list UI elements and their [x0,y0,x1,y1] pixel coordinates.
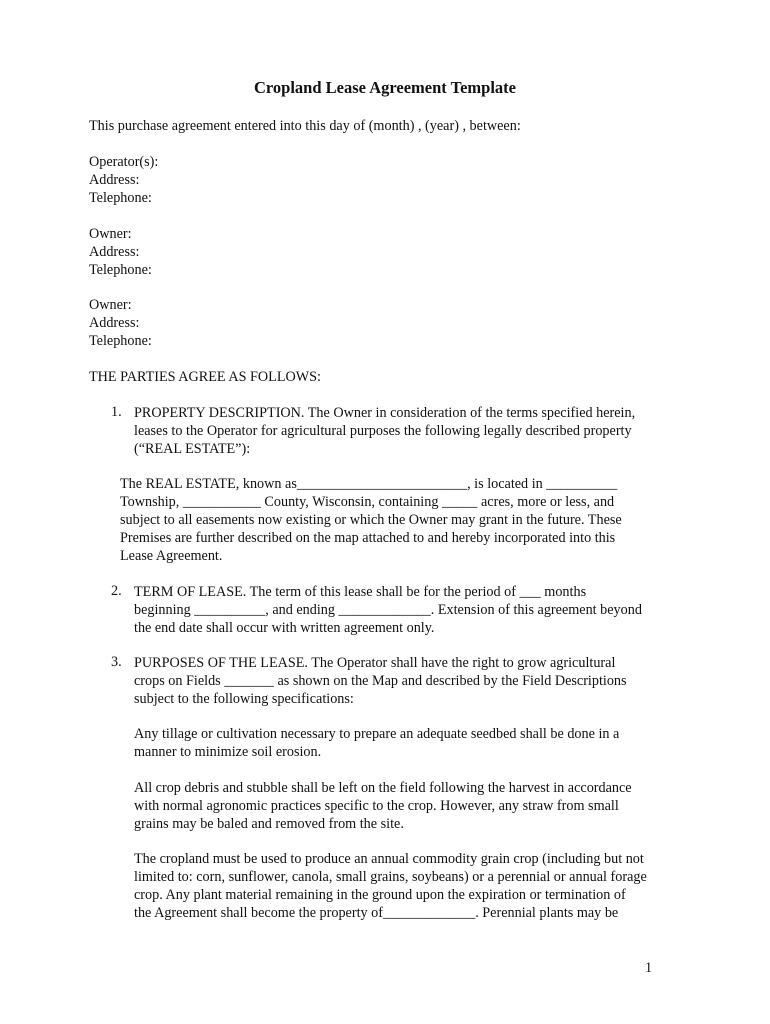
section-1-line: leases to the Operator for agricultural purposes the following legally described property [134,423,632,439]
section-1-number: 1. [111,404,122,420]
section-2-number: 2. [111,583,122,599]
operator-address-label: Address: [89,172,140,188]
section-3-paragraph-line: grains may be baled and removed from the site. [134,816,404,832]
owner1-telephone-label: Telephone: [89,262,152,278]
operator-telephone-label: Telephone: [89,190,152,206]
section-1-line: (“REAL ESTATE”): [134,441,251,457]
intro-line: This purchase agreement entered into this day of (month) , (year) , between: [89,118,521,134]
section-1-paragraph-line: subject to all easements now existing or which the Owner may grant in the future. These [120,512,622,528]
section-1-line: PROPERTY DESCRIPTION. The Owner in consideration of the terms specified herein, [134,405,636,421]
page-number: 1 [645,960,653,976]
section-1-paragraph-line: Township, ___________ County, Wisconsin, containing _____ acres, more or less, and [120,494,615,510]
section-1-paragraph-line: Premises are further described on the map attached to and hereby incorporated into this [120,530,616,546]
section-3-paragraph-line: All crop debris and stubble shall be left on the field following the harvest in accordance [134,780,632,796]
section-3-paragraph-line: with normal agronomic practices specific to the crop. However, any straw from small [134,798,619,814]
owner2-address-label: Address: [89,315,140,331]
section-3-paragraph-line: limited to: corn, sunflower, canola, small grains, soybeans) or a perennial or annual forage [134,869,647,885]
section-3-number: 3. [111,654,122,670]
owner1-label: Owner: [89,226,132,242]
section-2-line: the end date shall occur with written agreement only. [134,620,435,636]
section-2-line: TERM OF LEASE. The term of this lease shall be for the period of ___ months [134,584,587,600]
operator-label: Operator(s): [89,154,159,170]
section-1-paragraph-line: Lease Agreement. [120,548,223,564]
section-3-line: PURPOSES OF THE LEASE. The Operator shall have the right to grow agricultural [134,655,616,671]
section-3-paragraph-line: crop. Any plant material remaining in the ground upon the expiration or termination of [134,887,626,903]
owner1-address-label: Address: [89,244,140,260]
section-3-paragraph-line: Any tillage or cultivation necessary to prepare an adequate seedbed shall be done in a [134,726,620,742]
owner2-telephone-label: Telephone: [89,333,152,349]
section-3-line: subject to the following specifications: [134,691,354,707]
agree-heading: THE PARTIES AGREE AS FOLLOWS: [89,369,321,385]
section-3-paragraph-line: The cropland must be used to produce an annual commodity grain crop (including but not [134,851,644,867]
section-3-paragraph-line: the Agreement shall become the property of_____________. Perennial plants may be [134,905,619,921]
section-3-paragraph-line: manner to minimize soil erosion. [134,744,322,760]
section-1-paragraph-line: The REAL ESTATE, known as________________________, is located in __________ [120,476,618,492]
section-3-line: crops on Fields _______ as shown on the Map and described by the Field Descriptions [134,673,627,689]
section-2-line: beginning __________, and ending _____________. Extension of this agreement beyond [134,602,642,618]
owner2-label: Owner: [89,297,132,313]
document-title: Cropland Lease Agreement Template [253,78,516,97]
